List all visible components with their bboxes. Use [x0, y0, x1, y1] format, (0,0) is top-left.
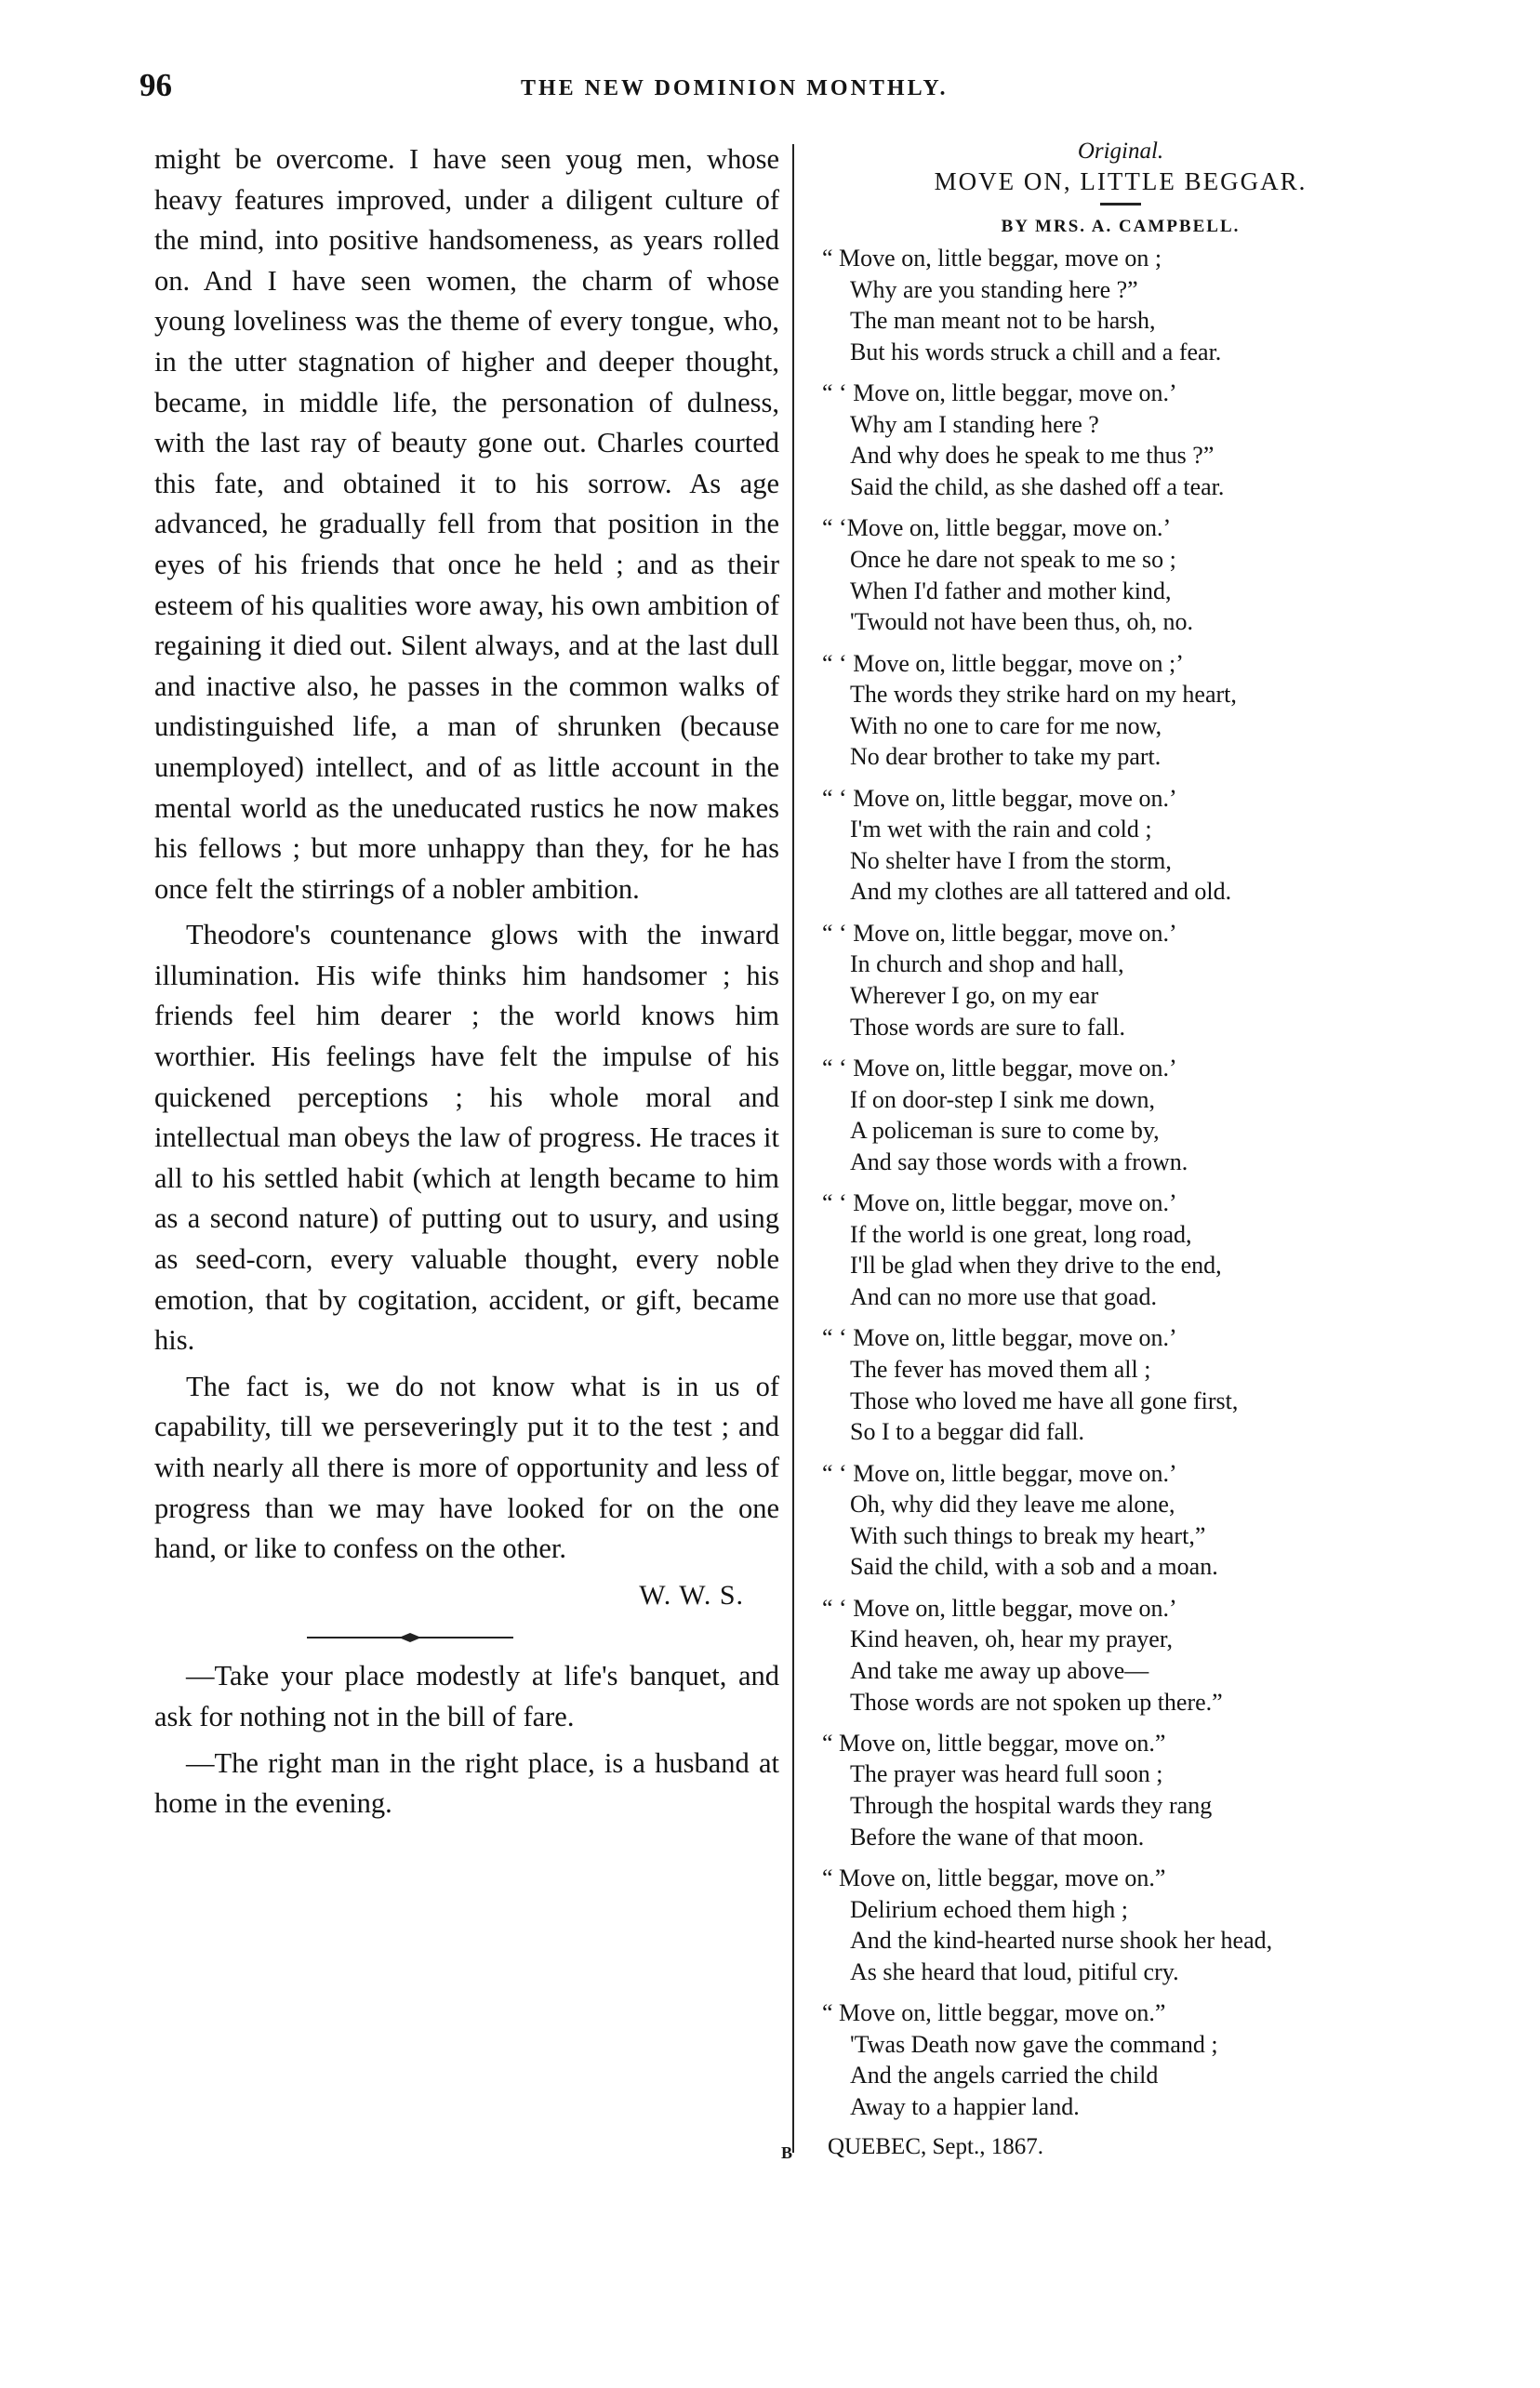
poem-line: And the kind-hearted nurse shook her head,	[850, 1927, 1273, 1955]
poem-line: Said the child, as she dashed off a tear.	[850, 472, 1225, 500]
poem-line: And why does he speak to me thus ?”	[850, 442, 1215, 470]
poem-line: “ ‘ Move on, little beggar, move on.’	[822, 1324, 1177, 1352]
poem-line: I'm wet with the rain and cold ;	[850, 816, 1152, 843]
poem-line: “ Move on, little beggar, move on ;	[822, 245, 1162, 272]
poem-line: Wherever I go, on my ear	[850, 982, 1099, 1010]
page-header	[0, 67, 1540, 113]
column-divider	[792, 144, 794, 2153]
poem-stanza	[818, 243, 1423, 367]
poem-place-date: QUEBEC, Sept., 1867.	[828, 2134, 1043, 2160]
poem-line: “ ‘ Move on, little beggar, move on.’	[822, 919, 1177, 947]
running-title: THE NEW DOMINION MONTHLY.	[521, 76, 949, 100]
poem-line: “ ‘ Move on, little beggar, move on.’	[822, 1459, 1177, 1487]
poem-line: When I'd father and mother kind,	[850, 577, 1172, 604]
poem-line: Why am I standing here ?	[850, 410, 1099, 438]
poem-stanza	[818, 1458, 1423, 1583]
poem-line: 'Twould not have been thus, oh, no.	[850, 608, 1193, 636]
poem-line: Once he dare not speak to me so ;	[850, 545, 1176, 573]
poem-line: The man meant not to be harsh,	[850, 307, 1156, 335]
poem-line: “ Move on, little beggar, move on.”	[822, 1864, 1166, 1892]
poem-stanza	[818, 1728, 1423, 1852]
poem-line: No dear brother to take my part.	[850, 743, 1162, 771]
poem-line: Those who loved me have all gone first,	[850, 1386, 1239, 1414]
poem-line: “ ‘Move on, little beggar, move on.’	[822, 514, 1172, 542]
poem-line: No shelter have I from the storm,	[850, 846, 1172, 874]
poem-line: Kind heaven, oh, hear my prayer,	[850, 1625, 1173, 1653]
author-signature: W. W. S.	[639, 1579, 744, 1611]
poem-line: Before the wane of that moon.	[850, 1823, 1145, 1851]
poem-line: Oh, why did they leave me alone,	[850, 1491, 1175, 1519]
page-number: 96	[139, 67, 172, 103]
poem-line: “ ‘ Move on, little beggar, move on.’	[822, 784, 1177, 812]
poem-line: Away to a happier land.	[850, 2093, 1080, 2121]
poem-line: So I to a beggar did fall.	[850, 1418, 1084, 1446]
poem-line: “ ‘ Move on, little beggar, move on.’	[822, 1055, 1177, 1082]
poem-line: The fever has moved them all ;	[850, 1355, 1151, 1383]
section-divider-ornament	[307, 1632, 513, 1643]
poem-line: But his words struck a chill and a fear.	[850, 338, 1222, 365]
poem-body	[818, 243, 1423, 2123]
poem-stanza	[818, 1053, 1423, 1177]
poem-line: “ ‘ Move on, little beggar, move on.’	[822, 1189, 1177, 1217]
poem-line: “ ‘ Move on, little beggar, move on.’	[822, 379, 1177, 407]
poem-line: And can no more use that goad.	[850, 1282, 1157, 1310]
poem-stanza	[818, 1997, 1423, 2122]
article-paragraph: might be overcome. I have seen youg men, whose heavy features improved, under a diligent culture of the mind, into positive handsomeness, as years rolled on. And I have seen women, the charm of whose young loveliness was the theme of every tongue, who, in the utter stagnation of higher and deeper thought, became, in middle life, the personation of dulness, with the last ray of beauty gone out. Charles courted this fate, and obtained it to his sorrow. As age advanced, he gradually fell from that position in the eyes of his friends that once he held ; and as their esteem of his qualities wore away, his own ambition of regaining it died out. Silent always, and at the last dull and inactive also, he passes in the common walks of undistinguished life, a man of shrunken (because unemployed) intellect, and of as little account in the mental world as the uneducated rustics he now makes his fellows ; but more unhappy than they, for he has once felt the stirrings of a nobler ambition.	[154, 143, 779, 905]
article-paragraph: Theodore's countenance glows with the inward illumination. His wife thinks him handsomer ; his friends feel him dearer ; the world knows him worthier. His feelings have felt the impulse of his quickened perceptions ; his whole moral and intellectual man obeys the law of progress. He traces it all to his settled habit (which at length became to him as a second nature) of putting out to usury, and using as seed-corn, every valuable thought, every noble emotion, that by cogitation, accident, or gift, became his.	[154, 919, 779, 1357]
poem-line: “ ‘ Move on, little beggar, move on ;’	[822, 649, 1184, 677]
poem-line: If the world is one great, long road,	[850, 1220, 1192, 1248]
poem-stanza	[818, 1593, 1423, 1718]
poem-line: The words they strike hard on my heart,	[850, 681, 1237, 709]
poem-line: And say those words with a frown.	[850, 1148, 1188, 1175]
poem-stanza	[818, 783, 1423, 908]
poem-line: The prayer was heard full soon ;	[850, 1760, 1163, 1788]
poem-line: “ Move on, little beggar, move on.”	[822, 1999, 1166, 2027]
poem-line: 'Twas Death now gave the command ;	[850, 2030, 1218, 2058]
poem-line: As she heard that loud, pitiful cry.	[850, 1957, 1179, 1985]
poem-line: Those words are not spoken up there.”	[850, 1688, 1223, 1716]
poem-source: Original.	[1077, 139, 1164, 164]
poem-line: “ ‘ Move on, little beggar, move on.’	[822, 1594, 1177, 1622]
poem-author: BY MRS. A. CAMPBELL.	[1001, 217, 1241, 236]
poem-line: And take me away up above—	[850, 1656, 1149, 1684]
poem-line: And my clothes are all tattered and old.	[850, 878, 1232, 906]
poem	[818, 138, 1423, 2162]
poem-stanza	[818, 1322, 1423, 1447]
poem-line: And the angels carried the child	[850, 2062, 1159, 2090]
poem-line: Why are you standing here ?”	[850, 275, 1138, 303]
maxim: —The right man in the right place, is a husband at home in the evening.	[154, 1746, 779, 1820]
article-paragraph: The fact is, we do not know what is in us of capability, till we perseveringly put it to the test ; and with nearly all there is more of opportunity and less of progress than we may have looked for on the one hand, or like to confess on the other.	[154, 1370, 779, 1565]
poem-stanza	[818, 918, 1423, 1042]
poem-line: Delirium echoed them high ;	[850, 1895, 1128, 1923]
left-column	[154, 139, 779, 1830]
poem-line: Said the child, with a sob and a moan.	[850, 1553, 1218, 1581]
signature-mark: B	[781, 2143, 793, 2162]
poem-line: A policeman is sure to come by,	[850, 1117, 1160, 1145]
poem-stanza	[818, 648, 1423, 773]
poem-line: “ Move on, little beggar, move on.”	[822, 1729, 1166, 1757]
maxim: —Take your place modestly at life's banquet, and ask for nothing not in the bill of fare.	[154, 1660, 779, 1732]
poem-stanza	[818, 1187, 1423, 1312]
title-rule	[1100, 203, 1141, 206]
poem-title: MOVE ON, LITTLE BEGGAR.	[934, 167, 1308, 195]
poem-line: With such things to break my heart,”	[850, 1521, 1206, 1549]
poem-line: In church and shop and hall,	[850, 950, 1124, 978]
poem-stanza	[818, 512, 1423, 637]
poem-line: With no one to care for me now,	[850, 711, 1162, 739]
poem-stanza	[818, 378, 1423, 502]
poem-line: Through the hospital wards they rang	[850, 1792, 1213, 1820]
poem-line: If on door-step I sink me down,	[850, 1085, 1156, 1113]
poem-stanza	[818, 1863, 1423, 1987]
poem-line: I'll be glad when they drive to the end,	[850, 1252, 1222, 1280]
poem-line: Those words are sure to fall.	[850, 1013, 1126, 1041]
